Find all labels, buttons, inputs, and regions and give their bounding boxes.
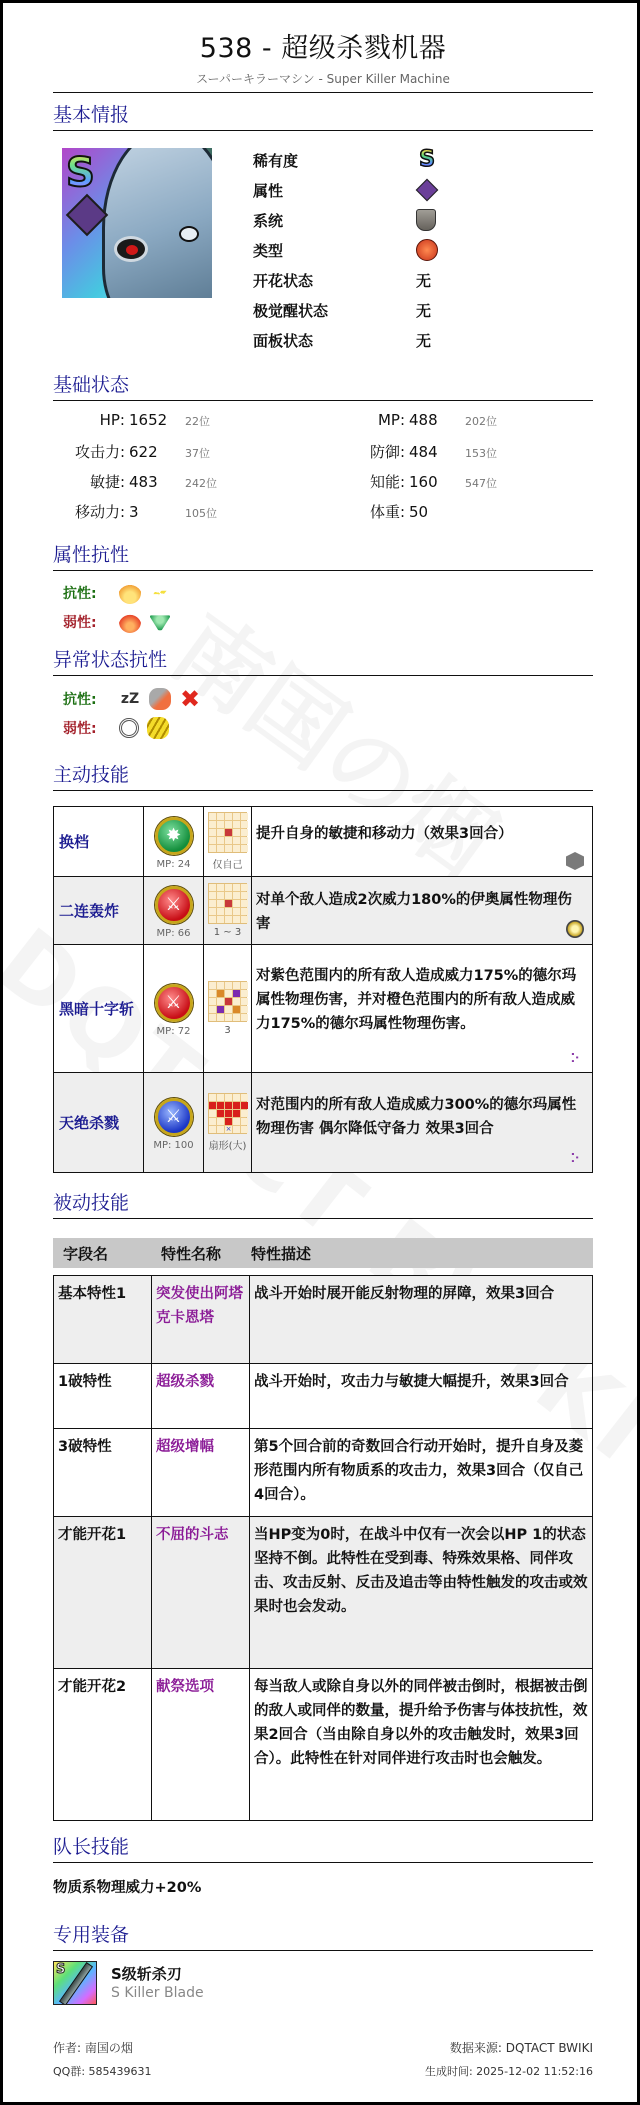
- skill-range-grid-icon: [208, 812, 247, 853]
- stat-rank: 202位: [465, 415, 497, 428]
- status-resist-row: [63, 686, 209, 712]
- skill-description: 对范围内的所有敌人造成威力300%的德尔玛属性物理伤害 偶尔降低守备力 效果3回合: [256, 1096, 577, 1137]
- section-title-element-resist: 属性抗性: [53, 543, 593, 571]
- info-label: 类型: [253, 241, 284, 260]
- skill-description: 对单个敌人造成2次威力180%的伊奥属性物理伤害: [256, 891, 572, 932]
- io-explosion-icon: [566, 920, 584, 938]
- section-title-leader-skill: 队长技能: [53, 1835, 593, 1863]
- passive-row: [54, 1364, 593, 1429]
- skill-buff-orb-icon: ✸: [155, 817, 193, 855]
- skill-name: 二连轰炸: [54, 877, 144, 945]
- killer-blade-icon[interactable]: [53, 1961, 97, 2005]
- passive-row: [54, 1517, 593, 1669]
- info-row-type: [253, 235, 453, 265]
- section-title-base-stats: 基础状态: [53, 373, 593, 401]
- weak-label: 弱性:: [63, 721, 97, 737]
- info-row-bloom: [253, 265, 453, 295]
- page-title: 538 - 超级杀戮机器: [199, 33, 447, 64]
- info-row-awakening: [253, 295, 453, 325]
- page-header: [50, 31, 596, 87]
- info-label: 系统: [253, 211, 284, 230]
- passive-field: 3破特性: [54, 1429, 152, 1517]
- material-family-icon: [416, 209, 436, 231]
- seal-attack-icon: [149, 688, 171, 710]
- instant-death-icon: ✖: [179, 685, 201, 713]
- passive-name: 不屈的斗志: [152, 1517, 250, 1669]
- passive-field: 基本特性1: [54, 1276, 152, 1364]
- stat-movement: 移动力: 3 105位: [74, 503, 217, 521]
- section-title-passive-skills: 被动技能: [53, 1191, 593, 1219]
- passive-row: [54, 1669, 593, 1821]
- active-skills-table: [53, 806, 593, 1173]
- stat-wisdom: 知能: 160 547位: [369, 473, 497, 491]
- wind-icon: [149, 611, 171, 633]
- stat-rank: 547位: [465, 477, 497, 490]
- skill-range-grid-icon: [208, 981, 247, 1022]
- passive-field: 才能开花1: [54, 1517, 152, 1669]
- stat-rank: 37位: [185, 447, 210, 460]
- stat-rank: 105位: [185, 507, 217, 520]
- stat-mp: MP: 488 202位: [377, 411, 497, 429]
- footer: [53, 2038, 593, 2086]
- column-header-desc: 特性描述: [251, 1244, 312, 1263]
- info-label: 极觉醒状态: [253, 301, 329, 320]
- section-title-basic-info: 基本情报: [53, 103, 593, 131]
- lightning-icon: [149, 582, 171, 604]
- passive-skills-table: [53, 1275, 593, 1821]
- skill-name: 换档: [54, 807, 144, 877]
- resist-label: 抗性:: [63, 586, 97, 602]
- dorma-element-icon: [416, 179, 439, 202]
- section-title-active-skills: 主动技能: [53, 763, 593, 791]
- equipment-name[interactable]: S级斩杀刃: [111, 1965, 182, 1983]
- skill-range-grid-icon: ×: [208, 1093, 247, 1134]
- passive-desc: 每当敌人或除自身以外的同伴被击倒时，根据被击倒的敌人或同伴的数量，提升给予伤害与体技抗性，效果2回合（当由除自身以外的攻击触发时，效果3回合）。此特性在针对同伴进行攻击时也会触发。: [250, 1669, 593, 1821]
- fire-icon: [119, 582, 141, 604]
- stat-rank: 153位: [465, 447, 497, 460]
- stat-rank: 22位: [185, 415, 210, 428]
- info-row-rarity: [253, 145, 453, 175]
- info-value: 无: [416, 331, 432, 350]
- stat-defense: 防御: 484 153位: [369, 443, 497, 461]
- page-subtitle: スーパーキラーマシン - Super Killer Machine: [196, 72, 450, 86]
- passive-field: 1破特性: [54, 1364, 152, 1429]
- skill-name: 天绝杀戮: [54, 1073, 144, 1173]
- passive-name: 超级杀戮: [152, 1364, 250, 1429]
- passive-desc: 第5个回合前的奇数回合行动开始时，提升自身及菱形范围内所有物质系的攻击力，效果3回合（仅自己4回合）。: [250, 1429, 593, 1517]
- skill-row[interactable]: [54, 1073, 593, 1173]
- rarity-s-icon: S: [416, 149, 438, 171]
- passive-desc: 当HP变为0时，在战斗中仅有一次会以HP 1的状态坚持不倒。此特性在受到毒、特殊效果格、同伴攻击、攻击反射、反击及追击等由特性触发的攻击或效果时也会发动。: [250, 1517, 593, 1669]
- element-resist-row: [63, 580, 179, 606]
- monster-portrait: [62, 148, 212, 298]
- info-row-system: [253, 205, 453, 235]
- stat-hp: HP: 1652 22位: [99, 411, 210, 429]
- passive-desc: 战斗开始时，攻击力与敏捷大幅提升，效果3回合: [250, 1364, 593, 1429]
- stat-weight: 体重: 50: [369, 503, 429, 521]
- confusion-ring-icon: [119, 718, 139, 738]
- skill-row[interactable]: [54, 807, 593, 877]
- skill-attack-orb-icon: ⚔: [155, 984, 193, 1022]
- header-divider: [53, 92, 593, 93]
- passive-row: [54, 1429, 593, 1517]
- info-value: 无: [416, 271, 432, 290]
- passive-field: 才能开花2: [54, 1669, 152, 1821]
- passive-name: 超级增幅: [152, 1429, 250, 1517]
- skill-mp-cost: MP: 24: [156, 859, 191, 870]
- passive-row: [54, 1276, 593, 1364]
- info-value: 无: [416, 301, 432, 320]
- sleep-icon: zZ: [120, 691, 140, 707]
- resist-label: 抗性:: [63, 692, 97, 708]
- section-title-status-resist: 异常状态抗性: [53, 648, 593, 676]
- skill-attack-orb-icon: ⚔: [155, 1098, 193, 1136]
- dorma-icon: ჻: [570, 1146, 580, 1167]
- flame-icon: [119, 611, 141, 633]
- dorma-icon: ჻: [570, 1046, 580, 1067]
- info-label: 稀有度: [253, 151, 299, 170]
- info-label: 属性: [253, 181, 284, 200]
- passive-desc: 战斗开始时展开能反射物理的屏障，效果3回合: [250, 1276, 593, 1364]
- rarity-s-icon: S: [56, 1962, 66, 1977]
- paralysis-icon: [147, 717, 169, 739]
- stat-rank: 242位: [185, 477, 217, 490]
- footer-qq-group: QQ群: 585439631: [53, 2065, 152, 2078]
- skill-row[interactable]: [54, 945, 593, 1073]
- skill-description: 对紫色范围内的所有敌人造成威力175%的德尔玛属性物理伤害，并对橙色范围内的所有敌人造成威力175%的德尔玛属性物理伤害。: [256, 967, 577, 1032]
- skill-range-label: 仅自己: [212, 860, 243, 871]
- column-header-name: 特性名称: [161, 1244, 222, 1263]
- skill-range-label: 3: [224, 1025, 231, 1036]
- info-row-attribute: [253, 175, 453, 205]
- skill-range-label: 1 ~ 3: [213, 927, 242, 938]
- passive-table-header: [53, 1238, 593, 1268]
- column-header-field: 字段名: [63, 1244, 109, 1263]
- status-weak-row: [63, 715, 177, 741]
- skill-name: 黑暗十字斩: [54, 945, 144, 1073]
- equipment-name-en: S Killer Blade: [111, 1985, 204, 2001]
- skill-range-label: 扇形(大): [208, 1141, 247, 1152]
- page: [3, 3, 637, 2102]
- monster-eye: [114, 236, 148, 262]
- skill-mp-cost: MP: 100: [153, 1140, 194, 1151]
- skill-range-grid-icon: [208, 883, 247, 924]
- rarity-s-badge-icon: S: [66, 150, 95, 196]
- skill-attack-orb-icon: ⚔: [155, 886, 193, 924]
- skill-row[interactable]: [54, 877, 593, 945]
- leader-skill-text: 物质系物理威力+20%: [53, 1880, 202, 1896]
- footer-generated-time: 生成时间: 2025-12-02 11:52:16: [424, 2065, 593, 2078]
- footer-source: 数据来源: DQTACT BWIKI: [449, 2041, 593, 2055]
- skill-mp-cost: MP: 66: [156, 928, 191, 939]
- weak-label: 弱性:: [63, 615, 97, 631]
- stat-agility: 敏捷: 483 242位: [89, 473, 217, 491]
- footer-author: 作者: 南国の烟: [53, 2041, 133, 2055]
- skill-description: 提升自身的敏捷和移动力（效果3回合）: [256, 825, 513, 842]
- passive-name: 突发使出阿塔克卡恩塔: [152, 1276, 250, 1364]
- skill-mp-cost: MP: 72: [156, 1026, 191, 1037]
- basic-info-list: [253, 145, 453, 355]
- section-title-equipment: 专用装备: [53, 1923, 593, 1951]
- passive-name: 献祭选项: [152, 1669, 250, 1821]
- element-weak-row: [63, 609, 179, 635]
- stat-attack: 攻击力: 622 37位: [74, 443, 210, 461]
- info-label: 面板状态: [253, 331, 314, 350]
- info-label: 开花状态: [253, 271, 314, 290]
- attack-type-icon: [416, 239, 438, 261]
- info-row-panel: [253, 325, 453, 355]
